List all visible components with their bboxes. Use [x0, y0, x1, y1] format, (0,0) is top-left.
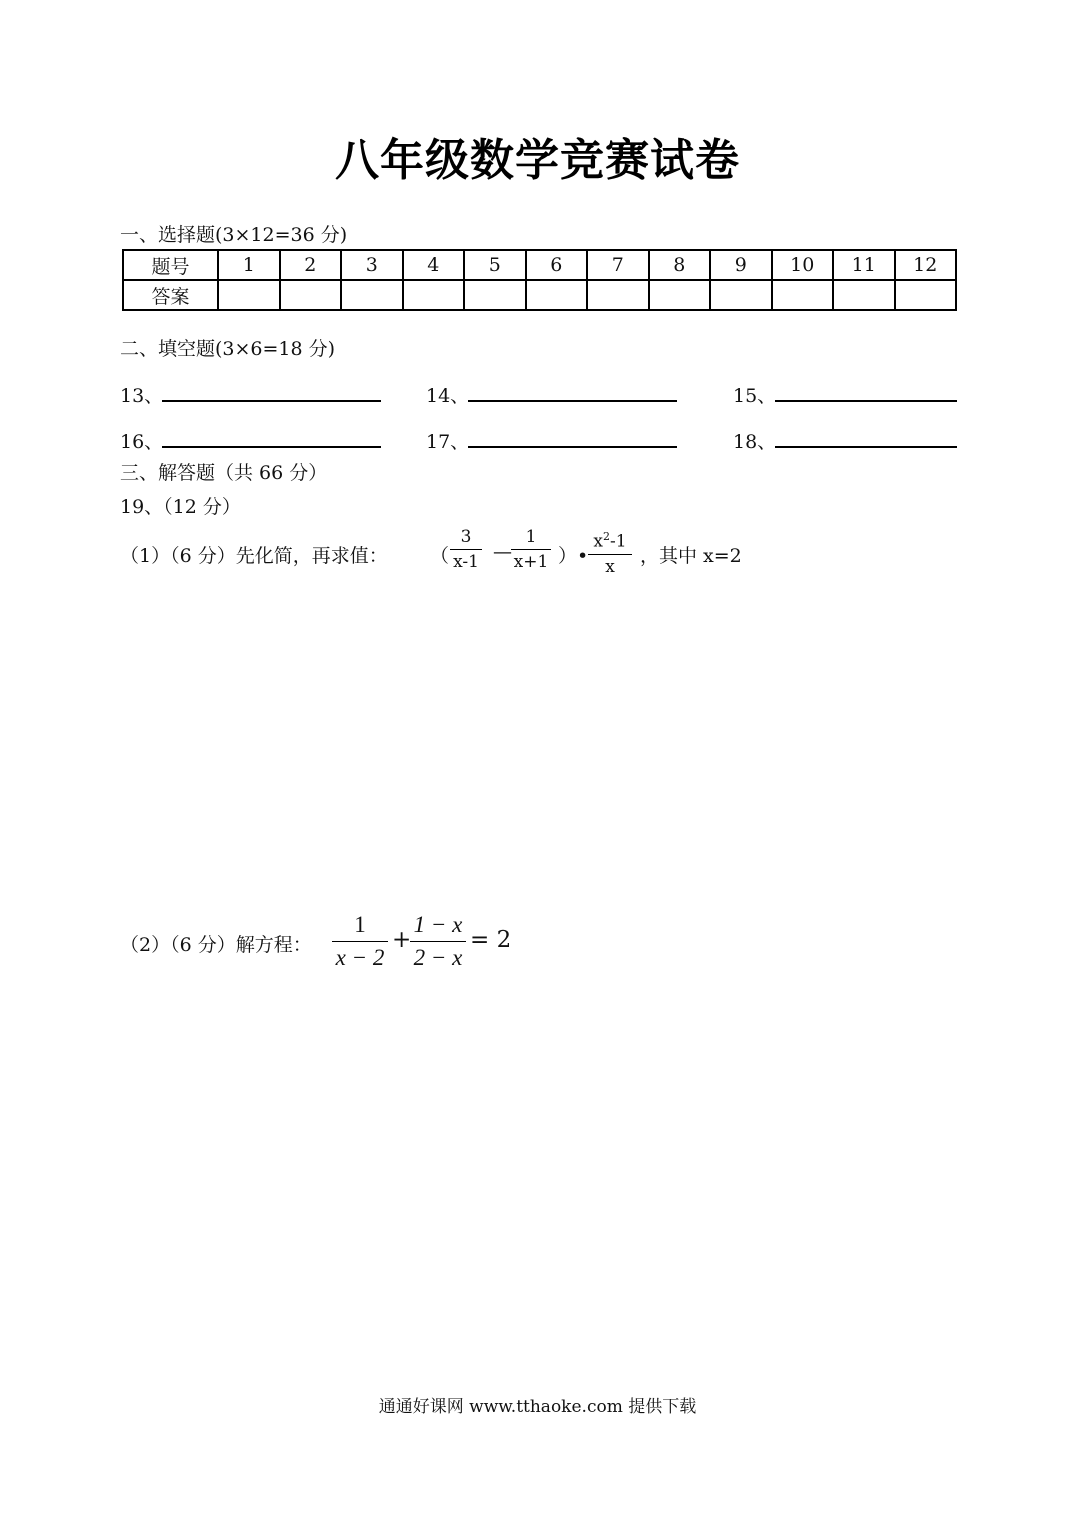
fraction-bar: [511, 549, 551, 550]
section-1-heading: 一、选择题(3×12=36 分): [120, 224, 348, 246]
fraction-3-over-x-minus-1: [450, 526, 482, 573]
answer-cell[interactable]: [403, 280, 465, 310]
table-cell: 3: [341, 250, 403, 280]
row-header-answer: 答案: [123, 280, 218, 310]
table-cell: 4: [403, 250, 465, 280]
plus-sign: +: [392, 927, 412, 953]
answer-blank-17[interactable]: [468, 446, 677, 448]
paren-close-dot: ）•: [558, 545, 589, 567]
blank-label-17: 17、: [426, 431, 470, 453]
fraction-numerator: 1: [525, 527, 537, 547]
answer-cell[interactable]: [772, 280, 834, 310]
answer-blank-16[interactable]: [162, 446, 381, 448]
answer-table: [122, 249, 957, 311]
exponent: 2: [603, 530, 611, 543]
blank-label-13: 13、: [120, 385, 164, 407]
question-19-heading: 19、（12 分）: [120, 496, 241, 518]
blank-label-15: 15、: [733, 385, 777, 407]
equals-2: = 2: [470, 927, 512, 953]
table-row: [123, 250, 956, 280]
answer-cell[interactable]: [464, 280, 526, 310]
section-3-heading: 三、解答题（共 66 分）: [120, 462, 328, 484]
fraction-numerator: [588, 526, 632, 553]
minus-sign: —: [493, 541, 512, 563]
table-cell: 12: [895, 250, 957, 280]
table-row: [123, 280, 956, 310]
table-cell: 8: [649, 250, 711, 280]
fraction-denominator: x+1: [513, 552, 549, 572]
answer-cell[interactable]: [280, 280, 342, 310]
section-2-heading: 二、填空题(3×6=18 分): [120, 338, 336, 360]
fraction-1-minus-x-over-2-minus-x: [410, 911, 466, 972]
table-cell: 9: [710, 250, 772, 280]
fraction-1-over-x-plus-1: [511, 526, 551, 573]
fraction-bar: [450, 549, 482, 550]
table-cell: 11: [833, 250, 895, 280]
answer-cell[interactable]: [649, 280, 711, 310]
fraction-bar: [588, 554, 632, 555]
page-title: 八年级数学竞赛试卷: [335, 135, 740, 186]
table-cell: 2: [280, 250, 342, 280]
fraction-denominator: x-1: [453, 552, 479, 572]
table-cell: 5: [464, 250, 526, 280]
answer-cell[interactable]: [833, 280, 895, 310]
row-header-number: 题号: [123, 250, 218, 280]
answer-blank-14[interactable]: [468, 400, 677, 402]
blank-label-14: 14、: [426, 385, 470, 407]
answer-cell[interactable]: [710, 280, 772, 310]
fraction-bar: [410, 941, 466, 942]
fraction-denominator: 2 − x: [413, 945, 463, 970]
footer-credit: 通通好课网 www.tthaoke.com 提供下载: [378, 1397, 697, 1417]
answer-blank-18[interactable]: [775, 446, 957, 448]
paren-open: （: [430, 545, 450, 567]
answer-blank-15[interactable]: [775, 400, 957, 402]
blank-label-18: 18、: [733, 431, 777, 453]
table-cell: 1: [218, 250, 280, 280]
answer-blank-13[interactable]: [162, 400, 381, 402]
fraction-denominator: x: [605, 556, 615, 577]
fraction-bar: [332, 941, 388, 942]
fraction-numerator: 3: [460, 527, 472, 547]
fraction-numerator: 1 − x: [413, 912, 463, 937]
fraction-numerator: 1: [354, 912, 366, 937]
condition-text: ，其中 x=2: [640, 545, 742, 567]
table-cell: 6: [526, 250, 588, 280]
base: x: [593, 531, 604, 552]
answer-cell[interactable]: [895, 280, 957, 310]
part-2-label: （2）（6 分）解方程：: [120, 934, 312, 956]
answer-cell[interactable]: [218, 280, 280, 310]
answer-cell[interactable]: [526, 280, 588, 310]
blank-label-16: 16、: [120, 431, 164, 453]
answer-cell[interactable]: [341, 280, 403, 310]
table-cell: 7: [587, 250, 649, 280]
fraction-x2-minus-1-over-x: [588, 526, 632, 578]
fraction-denominator: x − 2: [335, 945, 385, 970]
table-cell: 10: [772, 250, 834, 280]
answer-cell[interactable]: [587, 280, 649, 310]
fraction-1-over-x-minus-2: [332, 911, 388, 972]
remainder: -1: [610, 531, 627, 552]
part-1-label: （1）（6 分）先化简，再求值：: [120, 545, 388, 567]
